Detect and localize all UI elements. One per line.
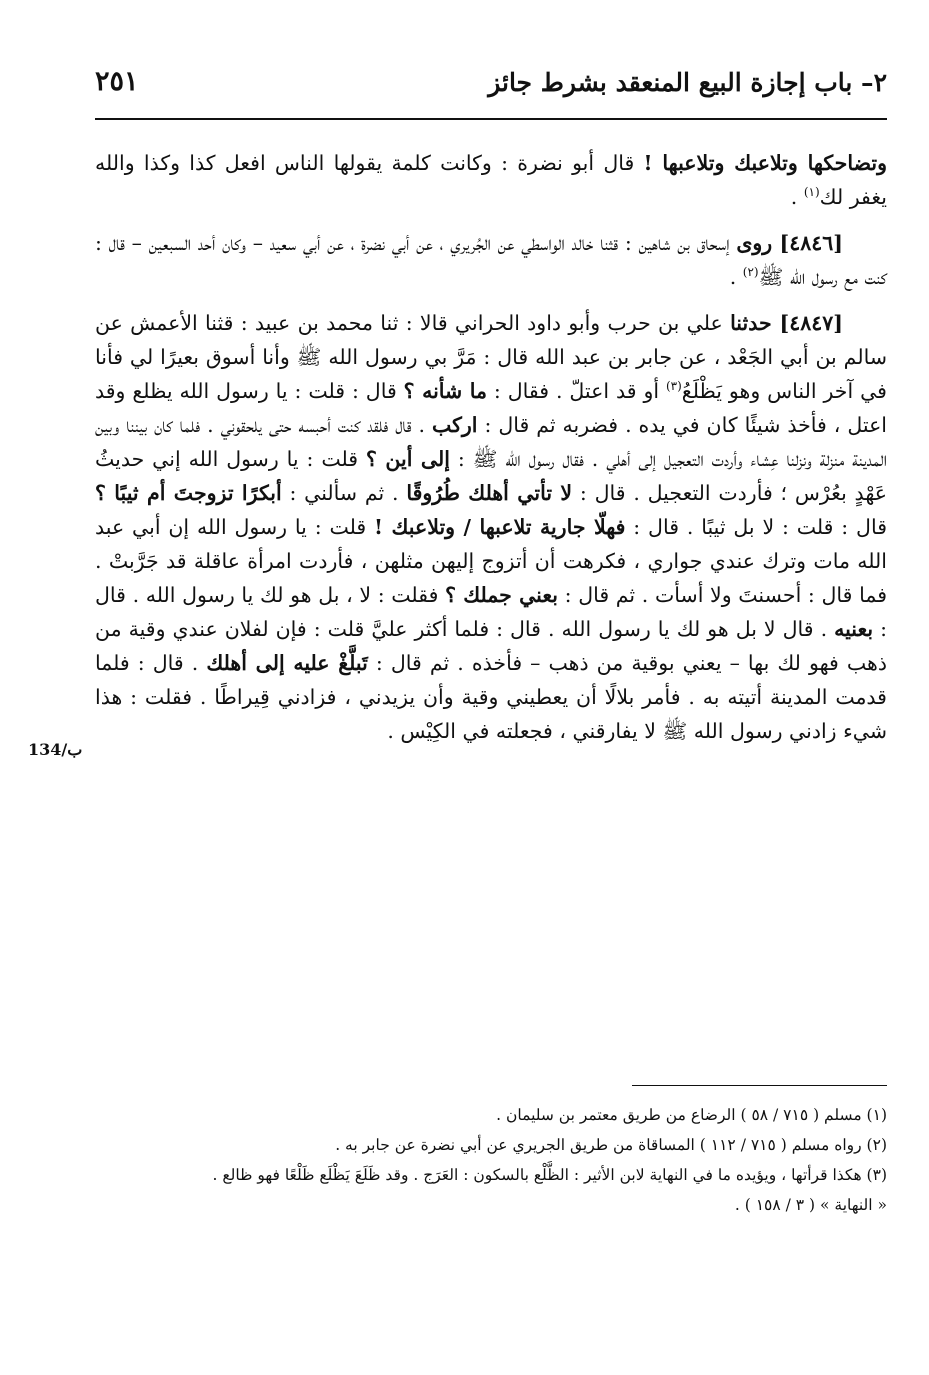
footnote-2: (٢) رواه مسلم ( ٧١٥ / ١١٢ ) المساقاة من طريق الجريري عن أبي نضرة عن جابر به . — [335, 1136, 887, 1154]
text-run: قال : قلت : لا بل ثيبًا . قال : — [625, 515, 887, 539]
text-run: . قال فلقد كنت أحبسه حتى يلحقوني . فلما كان بيننا وبين المدينة منزلة ونزلنا عِشاء وأردت التعجيل إلى أهلي . فقال رسول الله ﷺ : — [95, 413, 887, 471]
bold-text: أبكرًا تزوجتَ أم ثيبًا ؟ — [95, 481, 282, 505]
bold-text: تَبلَّغْ عليه إلى أهلك — [206, 651, 368, 675]
footnote-separator — [632, 1085, 887, 1086]
text-run: فقلت : لا ، بل هو لك يا رسول الله . قال : — [95, 583, 887, 641]
bold-text: ما شأنه ؟ — [403, 379, 487, 403]
bold-text: وتضاحكها وتلاعبك وتلاعبها ! — [643, 151, 887, 175]
bold-text: روى — [736, 231, 780, 255]
text-run: . — [729, 265, 743, 289]
text-run: أو قد اعتلّ . فقال : — [486, 379, 666, 403]
hadith-4847 — [95, 306, 887, 748]
footnote-3: (٣) هكذا قرأتها ، ويؤيده ما في النهاية لابن الأثير : الظَّلْع بالسكون : العَرَج . وقد ظَلَعَ يَظْلَع ظَلْعًا فهو ظالع . — [212, 1166, 887, 1184]
paragraph-continuation — [95, 146, 887, 214]
manuscript-folio-mark: 134/ب — [28, 740, 83, 759]
bold-text: لا تأتي أهلك طُرُوقًا — [406, 481, 573, 505]
text-run: علي بن حرب وأبو داود الحراني قالا : ثنا محمد بن عبيد : قثنا الأعمش عن سالم بن أبي الجَعْد ، عن جابر بن عبد الله قال : مَرَّ بي رسول الله ﷺ وأنا أسوق بعيرًا لي فأنا في آخر الناس وهو يَظْلَعُ — [95, 311, 887, 403]
hadith-number: [٤٨٤٦] — [779, 231, 843, 255]
bold-text: اركب — [432, 413, 478, 437]
main-text — [95, 146, 887, 760]
text-run: قلت : يا رسول الله إني حديثُ عَهْدٍ بعُرْس ؛ فأردت التعجيل . قال : — [95, 447, 887, 505]
footnote-1: (١) مسلم ( ٧١٥ / ٥٨ ) الرضاع من طريق معتمر بن سليمان . — [496, 1106, 887, 1124]
hadith-number: [٤٨٤٧] — [779, 311, 843, 335]
text-run: قلت : يا رسول الله إن أبي عبد الله مات وترك عندي جواري ، فكرهت أن أتزوج إليهن مثلهن ، فأردت امرأة عاقلة قد جَرَّبتْ . فما قال : أحسنتَ ولا أسأت . ثم قال : — [95, 515, 887, 607]
text-run: . قال : فلما قدمت المدينة أتيته به . فأمر بلالًا أن يعطيني وقية وأن يزيدني ، فزادني قِيراطًا . فقلت : هذا شيء زادني رسول الله ﷺ لا يفارقني ، فجعلته في الكِيْس . — [95, 651, 887, 743]
bold-text: إلى أين ؟ — [365, 447, 450, 471]
header-rule — [95, 118, 887, 120]
bold-text: بعنيه — [834, 617, 874, 641]
hadith-4846 — [95, 226, 887, 294]
page-number: ٢٥١ — [95, 66, 139, 97]
footnotes — [95, 1100, 887, 1220]
bold-text: بعني جملك ؟ — [445, 583, 558, 607]
text-run: قال : قلت : يا رسول الله يظلع وقد اعتل ، فأخذ شيئًا كان في يده . فضربه ثم قال : — [95, 379, 887, 437]
text-run: إسحاق بن شاهين : قثنا خالد الواسطي عن الجُريري ، عن أبي نضرة ، عن أبي سعيد – وكان أحد السبعين – قال : كنت مع رسول الله ﷺ — [95, 231, 887, 289]
running-header — [95, 62, 887, 108]
bold-text: فهلّا جارية تلاعبها / وتلاعبك ! — [374, 515, 626, 539]
text-run: قال أبو نضرة : وكانت كلمة يقولها الناس افعل كذا وكذا والله يغفر لك — [95, 151, 887, 209]
footnote-ref: (٣) — [665, 379, 682, 394]
chapter-title: ٢– باب إجازة البيع المنعقد بشرط جائز — [488, 68, 887, 97]
footnote-3-continuation: « النهاية » ( ٣ / ١٥٨ ) . — [734, 1196, 887, 1214]
text-run: . ثم سألني : — [281, 481, 407, 505]
text-run: . قال لا بل هو لك يا رسول الله . قال : فلما أكثر عليَّ قلت : فإن لفلان عندي وقية من ذهب فهو لك بها – يعني بوقية من ذهب – فأخذه . ثم قال : — [95, 617, 887, 675]
text-run: . — [790, 185, 804, 209]
footnote-ref: (٢) — [742, 265, 759, 280]
footnote-ref: (١) — [803, 185, 820, 200]
bold-text: حدثنا — [730, 311, 780, 335]
